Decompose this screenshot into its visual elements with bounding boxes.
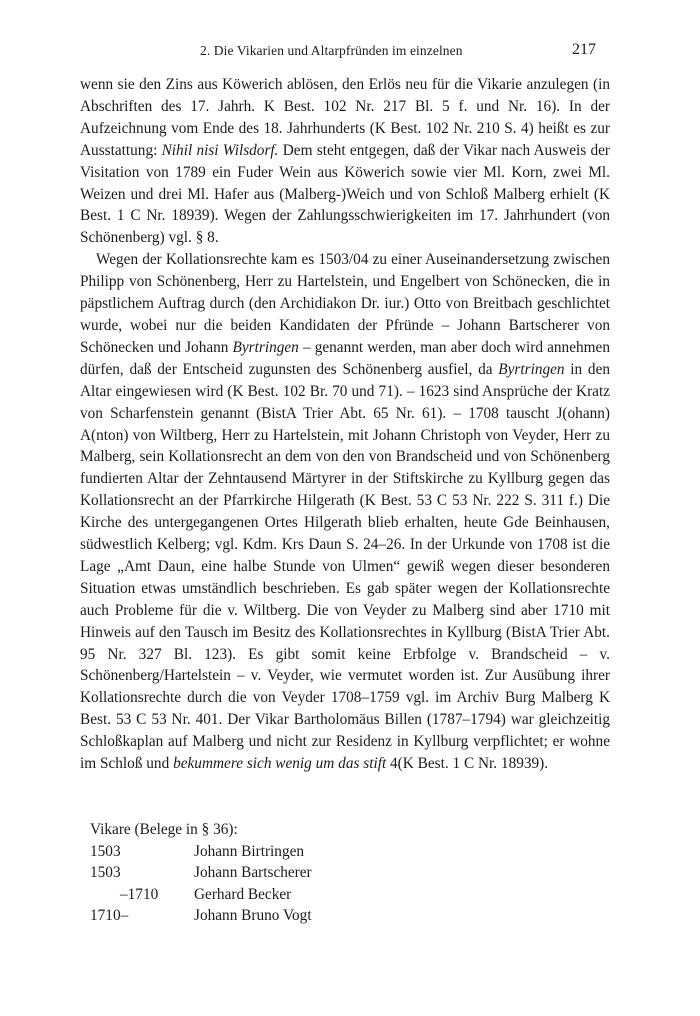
vicar-year: 1503 (90, 842, 121, 860)
vicar-row (90, 841, 530, 863)
body-text (80, 74, 610, 775)
vicar-row (90, 905, 530, 927)
vicar-year: 1503 (90, 864, 121, 882)
vicar-name: Johann Birtringen (194, 842, 305, 860)
vicar-row (90, 862, 530, 884)
paragraph-2-name-2: Byrtringen (498, 360, 565, 378)
vicar-list (90, 819, 530, 927)
paragraph-2-text-b: – genannt werden, man aber doch wird annehmen dürfen, daß der Entscheid zugunsten des Schönenberg ausfiel, da (80, 338, 610, 378)
paragraph-1-text-a: wenn sie den Zins aus Köwerich ablösen, den Erlös neu für die Vikarie anzulegen (in Abschriften des 17. Jahrh. K Best. 102 Nr. 217 Bl. 5 f. und Nr. 16). In der Aufzeichnung vom Ende des 18. Jahrhunderts (K Best. 102 Nr. 210 S. 4) heißt es zur Ausstattung: (80, 76, 610, 159)
paragraph-1-text-b: Dem steht entgegen, daß der Vikar nach Ausweis der Visitation von 1789 ein Fuder Wein aus Köwerich sowie vier Ml. Korn, zwei Ml. Weizen und drei Ml. Hafer aus (Malberg-)Weich und von Schloß Malberg erhielt (K Best. 1 C Nr. 18939). Wegen der Zahlungsschwierigkeiten im 17. Jahrhundert (von Schönenberg) vgl. § 8. (80, 141, 610, 247)
vicar-name: Johann Bartscherer (194, 864, 312, 882)
paragraph-2-name-1: Byrtringen (232, 338, 299, 356)
vicar-name: Gerhard Becker (194, 885, 292, 903)
vicar-year: 1710– (90, 907, 129, 925)
paragraph-2 (80, 249, 610, 775)
paragraph-2-quote: bekummere sich wenig um das stift (173, 755, 387, 773)
page-number: 217 (572, 41, 596, 58)
vicar-year: –1710 (120, 885, 159, 903)
vicar-row (90, 884, 530, 906)
paragraph-2-text-d: 4(K Best. 1 C Nr. 18939). (386, 755, 549, 773)
running-head: 2. Die Vikarien und Altarpfründen im einzelnen (200, 43, 463, 58)
paragraph-1-quote: Nihil nisi Wilsdorf. (161, 141, 279, 159)
vicar-name: Johann Bruno Vogt (194, 907, 312, 925)
paragraph-1 (80, 74, 610, 249)
vicar-list-heading: Vikare (Belege in § 36): (90, 821, 238, 838)
paragraph-2-text-a: Wegen der Kollationsrechte kam es 1503/04 zu einer Auseinandersetzung zwischen Philipp von Schönenberg, Herr zu Hartelstein, und Engelbert von Schönecken, die in päpstlichem Auftrag durch (den Archidiakon Dr. iur.) Otto von Breitbach geschlichtet wurde, wobei nur die beiden Kandidaten der Pfründe – Johann Bartscherer von Schönecken und Johann (80, 251, 610, 356)
paragraph-2-text-c: in den Altar eingewiesen wird (K Best. 102 Br. 70 und 71). – 1623 sind Ansprüche der Kratz von Scharfenstein genannt (BistA Trier Abt. 65 Nr. 61). – 1708 tauscht J(ohann) A(nton) von Wiltberg, Herr zu Hartelstein, mit Johann Christoph von Veyder, Herr zu Malberg, sein Kollationsrecht an dem von den von Brandscheid und von Schönenberg fundierten Altar der Zehntausend Märtyrer in der Stiftskirche zu Kyllburg gegen das Kollationsrecht an der Pfarrkirche Hilgerath (K Best. 53 C 53 Nr. 222 S. 311 f.) Die Kirche des untergegangenen Ortes Hilgerath blieb erhalten, heute Gde Beinhausen, südwestlich Kelberg; vgl. Kdm. Krs Daun S. 24–26. In der Urkunde von 1708 ist die Lage „Amt Daun, eine halbe Stunde von Ulmen“ gewiß wegen dieser besonderen Situation etwas umständlich beschrieben. Es gab später wegen der Kollationsrechte auch Probleme für die v. Wiltberg. Die von Veyder zu Malberg sind aber 1710 mit Hinweis auf den Tausch im Besitz des Kollationsrechtes in Kyllburg (BistA Trier Abt. 95 Nr. 327 Bl. 123). Es gibt somit keine Erbfolge v. Brandscheid – v. Schönenberg/Hartelstein – v. Veyder, wie vermutet worden ist. Zur Ausübung ihrer Kollationsrechte durch die von Veyder 1708–1759 vgl. im Archiv Burg Malberg K Best. 53 C 53 Nr. 401. Der Vikar Bartholomäus Billen (1787–1794) war gleichzeitig Schloßkaplan auf Malberg und nicht zur Residenz in Kyllburg verpflichtet; er wohne im Schloß und (80, 360, 611, 773)
